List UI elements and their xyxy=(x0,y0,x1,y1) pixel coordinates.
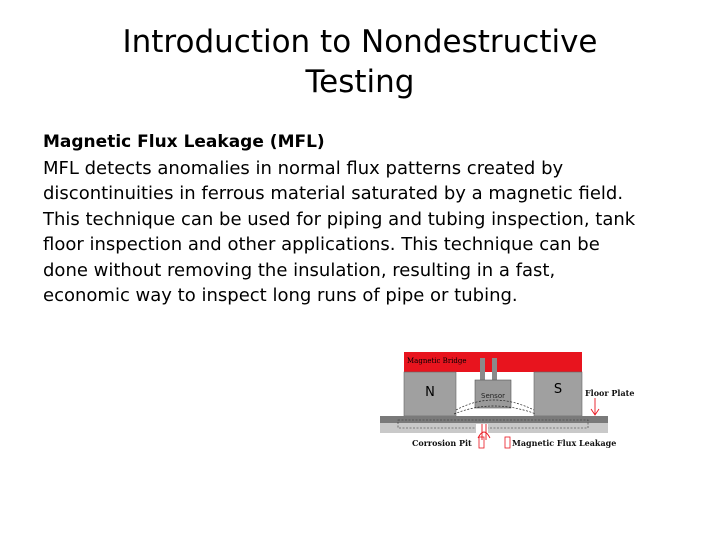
mfl-diagram-svg xyxy=(380,352,642,452)
paragraph-line-4: floor inspection and other applications. This technique can be xyxy=(43,234,600,255)
paragraph-line-1: MFL detects anomalies in normal flux patterns created by xyxy=(43,157,564,179)
paragraph-line-6: economic way to inspect long runs of pipe or tubing. xyxy=(43,285,518,306)
paragraph-line-3: This technique can be used for piping and tubing inspection, tank xyxy=(43,208,636,230)
leakage-marker xyxy=(505,437,510,448)
title-line-2: Testing xyxy=(305,64,415,100)
magnetic-bridge-label: Magnetic Bridge xyxy=(407,357,467,365)
paragraph-line-2: discontinuities in ferrous material saturated by a magnetic field. xyxy=(43,183,624,204)
corrosion-pit-marker xyxy=(479,437,484,448)
body-paragraph xyxy=(43,156,693,309)
north-magnet-label: N xyxy=(425,385,435,400)
magnetic-flux-leakage-label: Magnetic Flux Leakage xyxy=(512,438,617,448)
floor-plate-arrow xyxy=(591,398,599,415)
floor-plate xyxy=(380,416,608,423)
sensor-label: Sensor xyxy=(481,392,505,400)
slide-title xyxy=(60,22,660,102)
sensor-post-left xyxy=(480,358,485,380)
sensor-post-right xyxy=(492,358,497,380)
paragraph-line-5: done without removing the insulation, resulting in a fast, xyxy=(43,259,556,281)
slide-body xyxy=(43,130,693,309)
title-line-1: Introduction to Nondestructive xyxy=(122,24,598,60)
mfl-diagram xyxy=(380,352,642,452)
corrosion-pit-label: Corrosion Pit xyxy=(412,438,472,448)
section-subheading: Magnetic Flux Leakage (MFL) xyxy=(43,132,325,152)
floor-plate-label: Floor Plate xyxy=(585,388,635,398)
south-magnet-label: S xyxy=(553,382,563,397)
